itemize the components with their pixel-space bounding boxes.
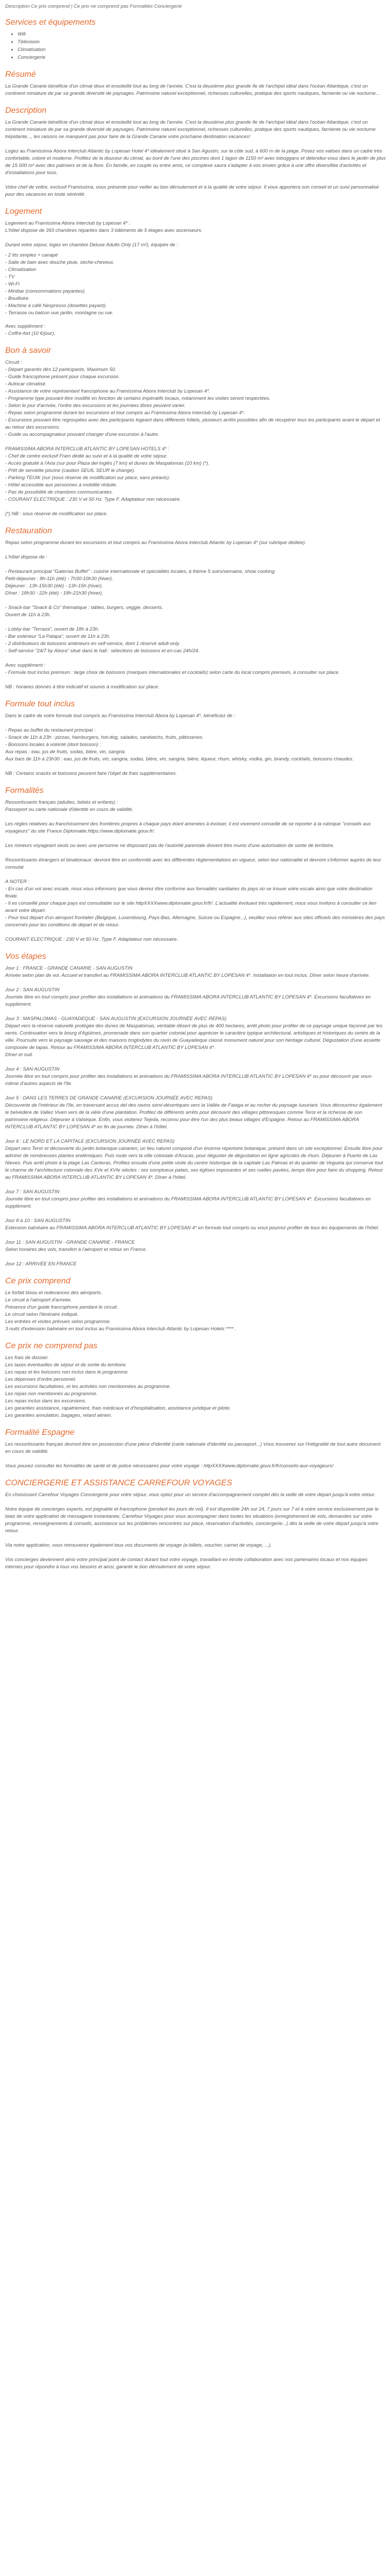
formalites-line: Les mineurs voyageant seuls ou avec une personne ne disposant pas de l'autorité parentale doivent être munis d'une autorisation de sortie de territoire. [5, 843, 334, 849]
toutinclus-line: Aux repas : eau, jus de fruits, sodas, bière, vin, sangria. [5, 749, 126, 755]
restauration-line [5, 597, 386, 604]
prix-comprend-line: Présence d'un guide francophone pendant le circuit. [5, 1304, 118, 1310]
bonavoir-line: - Parking TEUIK (sur (sous réserve de modification sur place, sans préavis). [5, 475, 170, 481]
equipment-item: - Terrasse ou balcon vue jardin, montagne ou rue. [5, 310, 113, 316]
nav-links: Description Ce prix comprend | Ce prix ne comprend pas Formalités Conciergerie [5, 4, 182, 9]
service-item: • Télévision [18, 39, 386, 46]
logement-extras: - Coffre-fort (10 €/jour). [5, 331, 56, 336]
bonavoir-line: - Accès gratuité à l'Aria (sur pour Plaza del Inglés (7 km) et dunes de Maspalomas (10 km) (*). [5, 461, 209, 466]
conciergerie-paragraph: Via notre application, vous retrouverez également tous vos documents de voyage (e-billets, voucher, carnet de voyage, ...). [5, 1543, 272, 1548]
logement-section [5, 207, 386, 337]
toutinclus-line: NB : Certains snacks et boissons peuvent faire l'objet de frais supplémentaires. [5, 771, 177, 776]
prix-ne-comprend-line: Les garanties annulation, bagages, retard aérien. [5, 1413, 112, 1418]
restauration-lines [5, 568, 386, 655]
prix-ne-comprend-line: Les taxes éventuelles de séjour et de sortie du territoire. [5, 1362, 127, 1368]
etape-day: Jour 5 : DANS LES TERRES DE GRANDE CANARIE (EXCURSION JOURNÉE AVEC REPAS) Découverte de l'intérieur de l'île, en traversant accus del des ravins semi-désertiques vers la Vallée de Fataga et au rocher du paysage luxuriant. Vous découvrirez également le belvédère de Vallez Viven vers de la vièle d'une plantation. Profitez de différents arrêts pour découvrir des villages pittoresques comme Teror et la richesse de son patrimoine religieux. Déjeuner à Valsèque. Enfin, vous visiterez Tejeda, reconnu pour être l'un des plus beaux villages d'Espagne. Retour au FRAMISSIMA ABORA INTERCLUB ATLANTIC BY LOPESAN 4* en fin de journée. Dîner à l'hôtel. [5, 1095, 382, 1130]
service-item: • Climatisation [18, 46, 386, 54]
toutinclus-line: - Boissons locales à volonté (dont boisson) : [5, 742, 101, 748]
restauration-line: - Bar extérieur "La Palapa", ouvert de 11h à 23h. [5, 634, 111, 639]
equipment-item: - Minibar (consommations payantes). [5, 289, 86, 294]
etape-day: Jour 3 : MASPALOMAS - GUAYADEQUE - SAN AUGUSTIN (EXCURSION JOURNÉE AVEC REPAS) Départ vers la réserve naturelle protégée des dunes de Maspalomas, véritable désert de plus de 400 hectares, arrêt photo pour profiter de ce paysage unique façonné par les vents. Continuation vers le bourg d'Agüimes, promenade dans son quartier colonial pour apprécier le caractère typique architectural, artistiques et historiques du centre de la ville. Poursuite vers le paysage sauvage et des maisons troglodytes du ravin de Guayadeque classé monument naturel pour son héritage culturel. Dégustation d'une assiette composée de tapas. Retour au FRAMISSIMA ABORA INTERCLUB ATLANTIC BY LOPESAN 4*. Dîner et nuit. [5, 1016, 383, 1058]
logement-intro: Logement au Framissima Abora Interclub by Lopesan 4* : L'hôtel dispose de 393 chambres réparties dans 3 bâtiments de 5 étages avec ascenseurs. [5, 221, 203, 233]
description-section [5, 106, 386, 198]
prix-comprend-lines [5, 1290, 386, 1333]
description-title: Description [5, 106, 47, 115]
prix-comprend-line: Les entrées et visites prévues selon programme. [5, 1319, 111, 1325]
toutinclus-line [5, 763, 386, 770]
formalite-espagne-line: Vous pouvez consulter les formalités de santé et de police nécessaires pour votre voyage : httpXXXXwww.diplomatie.gouv.fr/fr/conseils-aux-voyageurs/ [5, 1463, 334, 1469]
etape-day: Jour 7 : SAN AUGUSTIN Journée libre en tout compris pour profiter des installations et animations du FRAMISSIMA ABORA INTERCLUB ATLANTIC BY LOPESAN 4*. Excursions facultatives en supplément. [5, 1189, 371, 1209]
toutinclus-intro: Dans le cadre de votre formule tout compris au Framissima Interclub Abora by Lopesan 4*, bénéficiez de : [5, 713, 235, 719]
conciergerie-paragraph: En choisissant Carrefour Voyages Conciergerie pour votre séjour, vous optez pour un service d'accompagnement complet dès la veille de votre départ jusqu'à votre retour. [5, 1492, 376, 1498]
restauration-intro: Repas selon programme durant les excursions et tout compris au Framissima Abora Interclub Atlantic by Lopesan 4* (sur rubrique dédiée). [5, 540, 306, 546]
bonavoir-line: - Départ garantis dès 12 participants. Maximum 50. [5, 367, 117, 372]
restauration-note: NB : horaires donnés à titre indicatif et soumis à modification sur place. [5, 684, 159, 690]
equipment-item: - 2 lits simples + canapé [5, 252, 58, 258]
restauration-line: Dîner : 18h30 - 22h (été) - 18h-21h30 (hiver). [5, 590, 104, 596]
formalites-section [5, 786, 386, 943]
bonavoir-line [5, 438, 386, 446]
restauration-hotel: L'hôtel dispose de : [5, 554, 47, 560]
toutinclus-section [5, 699, 386, 777]
prix-comprend-line: Le circuit à l'aéroport d'arrivée. [5, 1297, 72, 1303]
etape-day: Jour 12 : ARRIVÉE EN FRANCE [5, 1261, 77, 1267]
formalites-line: - En cas d'un vol avec escale, nous vous informons que vous devrez être conforme aux formalités sanitaires du pays où se trouve votre escale ainsi que votre destination finale. [5, 886, 373, 899]
prix-ne-comprend-lines [5, 1354, 386, 1419]
prix-ne-comprend-section [5, 1341, 386, 1419]
formalites-line: Les règles relatives au franchissement des frontières propres à chaque pays étant amenées à évoluer, il est vivement conseillé de se reporter à la rubrique "conseils aux voyageurs" du site France Diplomatie.https://www.diplomatie.gouv.fr/. [5, 821, 371, 834]
restauration-line: Ouvert de 11h à 23h. [5, 612, 51, 618]
etapes-section [5, 952, 386, 1268]
bonavoir-line: - Assistance de votre représentant francophone au Framissima Abora Interclub by Lopesan 4*. [5, 388, 210, 394]
prix-comprend-title: Ce prix comprend [5, 1277, 71, 1285]
etapes-title: Vos étapes [5, 952, 46, 961]
services-section [5, 18, 386, 61]
service-item: • Wifi [18, 31, 386, 38]
restauration-title: Restauration [5, 527, 52, 535]
bonavoir-line: - Hôtel accessible aux personnes à mobilité réduite. [5, 482, 118, 488]
formalites-title: Formalités [5, 786, 44, 795]
bonavoir-line: - COURANT ELECTRIQUE : 230 V et 50 Hz. Type F. Adaptateur non nécessaire. [5, 497, 181, 502]
prix-ne-comprend-line: Les repas et les boissons non inclus dans le programme. [5, 1369, 129, 1375]
equipment-item: - TV [5, 274, 14, 280]
conciergerie-paragraph: Vos concierges deviennent ainsi votre principal point de contact durant tout votre voyage, travaillant en étroite collaboration avec nos partenaires locaux et nos équipes internes pour répondre à tous vos besoins et ainsi, garantir le bon déroulement de votre séjour. [5, 1557, 368, 1570]
prix-ne-comprend-line: Les frais de dossier. [5, 1355, 49, 1361]
bonavoir-line: - Repas selon programme durant les excursions et tout compris au Framissima Abora Interclub by Lopesan 4*. [5, 410, 245, 416]
resume-section [5, 70, 386, 97]
bonavoir-line: - Prêt de serviette piscine (caution SEUIL SEUR le change). [5, 468, 136, 473]
etape-day: Jour 2 : SAN AUGUSTIN Journée libre en tout compris pour profiter des installations et animations du FRAMISSIMA ABORA INTERCLUB ATLANTIC BY LOPESAN 4*. Excursions facultatives en supplément. [5, 987, 371, 1007]
bonavoir-line: - Chef de centre exclusif Fram dédié au suivi et à la qualité de votre séjour. [5, 453, 168, 459]
logement-equipment [5, 252, 386, 317]
formalites-line [5, 814, 386, 821]
bonavoir-line: - Selon le jour d'arrivée, l'ordre des excursions et les journées libres peuvent varier. [5, 403, 186, 409]
prix-ne-comprend-line: Les repas inclus dans les excursions. [5, 1398, 87, 1404]
formalites-line: Ressortissants étrangers et binationaux: devront être en conformité avec les différentes réglementations en vigueur, selon leur nationalité et devront s'informer auprès de leur consulat. [5, 857, 381, 870]
formalites-line [5, 871, 386, 878]
restauration-line: Petit-déjeuner : 8h-11h (été) - 7h30-10h30 (hiver). [5, 576, 113, 582]
bonavoir-line: FRAMISSIMA ABORA INTERCLUB ATLANTIC BY LOPESAN HOTELS 4* : [5, 446, 170, 452]
formalite-espagne-line [5, 1455, 386, 1463]
equipment-item: - Salle de bain avec douche pluie, sèche-cheveux. [5, 260, 115, 265]
formalites-line: A NOTER : [5, 879, 30, 885]
restauration-section [5, 526, 386, 691]
description-paragraph: Logez au Framissima Abora Interclub Atlantic by Lopesan Hotel 4* idéalement situé à San Agustín, sur la côte sud, à 600 m de la plage. Posez vos valises dans un cadre très confortable, coloré et moderne. Profitez de la douceur du climat, au bord de l'une des piscines dont 1 lagon de 1150 m² avec toboggans et détendez-vous dans le jardin de plus de 15 000 m² avec des palmiers et de la flore. En famille, en couple ou entre amis, ce complexe saura s'adapter à vos envies grâce à une offre diversifiée d'activités et d'installations pour tous. [5, 148, 386, 176]
etape-day: Jour 4 : SAN AUGUSTIN Journée libre en tout compris pour profiter des installations et animations du FRAMISSIMA ABORA INTERCLUB ATLANTIC BY LOPESAN 4* ou pour découvrir par vous-même d'autres aspects de l'île. [5, 1066, 373, 1087]
logement-type: Durant votre séjour, logez en chambre Deluxe Adults Only (17 m²), équipée de : [5, 242, 178, 248]
services-title: Services et équipements [5, 18, 96, 27]
bonavoir-line: - Autocar climatisé. [5, 381, 47, 387]
bonavoir-line: - Pas de possibilité de chambres communicantes. [5, 489, 113, 495]
bonavoir-line [5, 503, 386, 511]
services-list [5, 31, 386, 61]
prix-ne-comprend-line: Les dépenses d'ordre personnel. [5, 1377, 77, 1382]
toutinclus-title: Formule tout inclus [5, 700, 75, 708]
equipment-item: - Climatisation [5, 267, 37, 273]
restauration-line: Déjeuner : 13h-15h30 (été) - 13h-15h (hiver). [5, 583, 103, 589]
equipment-item: - Machine à café Nespresso (dosettes payant). [5, 303, 107, 309]
bonavoir-line: - Guide ou accompagnateur pouvant changer d'une excursion à l'autre. [5, 432, 159, 437]
formalite-espagne-title: Formalité Espagne [5, 1428, 75, 1437]
bonavoir-title: Bon à savoir [5, 346, 51, 355]
equipment-item: - Wi-Fi [5, 281, 20, 287]
formalites-lines [5, 799, 386, 943]
equipment-item: - Bouilloire. [5, 296, 30, 301]
restauration-line: - 2 distributeurs de boissons antérieurs en self-service, dont 1 réservé adult-only. [5, 641, 181, 647]
bonavoir-lines [5, 359, 386, 518]
etape-day: Jour 8 à 10 : SAN AUGUSTIN Extension balnéaire au FRAMISSIMA ABORA INTERCLUB ATLANTIC BY LOPESAN 4* en formule tout compris ou vous pourrez profiter de tous les équipements de l'hôtel. [5, 1218, 380, 1231]
conciergerie-paragraph: Notre équipe de concierges experts, est joignable et francophone (pendant les jours de vol). Il est disponible 24h sur 24, 7 jours sur 7 et à votre service exclusivement par le biais de votre application de messagerie instantanée, Carrefour Voyages pour vous accompagner dans toutes les situations (enregistrement de vols, demandes sur votre programme, renseignements & conseils, assistance sur les problèmes rencontrés sur place, réservation d'activités, conciergerie...) dès la veille de votre départ jusqu'à votre retour. [5, 1506, 379, 1534]
prix-ne-comprend-line: Les excursions facultatives, et les activités non mentionnées au programme. [5, 1384, 171, 1389]
bonavoir-section [5, 346, 386, 518]
prix-comprend-line: Le circuit selon l'itinéraire indiqué. [5, 1312, 79, 1317]
conciergerie-title: CONCIERGERIE ET ASSISTANCE CARREFOUR VOYAGES [5, 1479, 233, 1487]
etape-day: Jour 11 : SAN AUGUSTIN - GRANDE CANARIE - FRANCE Selon horaires des vols, transfert à l'aéroport et retour en France. [5, 1240, 147, 1252]
prix-ne-comprend-title: Ce prix ne comprend pas [5, 1342, 97, 1350]
prix-ne-comprend-line: Les repas non mentionnés au programme. [5, 1391, 98, 1397]
toutinclus-line: - Repas au buffet du restaurant principal : [5, 727, 95, 733]
bonavoir-line: - Guide francophone présent pour chaque excursion. [5, 374, 120, 380]
prix-ne-comprend-line: Les garanties assistance, rapatriement, frais médicaux et d'hospitalisation, assistance juridique et pilote. [5, 1405, 231, 1411]
formalite-espagne-section [5, 1428, 386, 1470]
prix-comprend-section [5, 1276, 386, 1333]
service-item: • Conciergerie [18, 54, 386, 61]
formalites-line: - Il es conseillé pour chaque pays est consultable sur le site httpXXXXwww.diplomatie.gouv.fr/fr/. L'actualité évoluant très rapidement, nous vous invitons à consulter ce lien avant votre départ. [5, 901, 377, 913]
toutinclus-line: Aux bars de 11h à 23h30 : eau, jus de fruits, vin, sangria, sodas, bière, vin, sangria, bière, liqueur, rhum, whisky, vodka, gin, brandy, cocktails, boissons chaudes. [5, 756, 354, 762]
description-paragraph: Votre chef de voltre, exclusif Framissima, vous présente pour veiller au bon déroulement et à la qualité de votre séjour. Il vous apportera son conseil et un suivi personnalisé pour des vacances en toute sérénité. [5, 184, 379, 197]
bonavoir-line: (*) NB : sous réserve de modification sur place. [5, 511, 108, 517]
formalites-line [5, 835, 386, 842]
conciergerie-section [5, 1478, 386, 1571]
formalites-line: Ressortissants français (adultes, bébés et enfants) : [5, 800, 118, 805]
formalite-espagne-line: Les ressortissants français devront être en possession d'une pièce d'identité (carte nationale d'identité ou passeport...) Vous trouverez sur l'intégralité de tout autre document en cours de validité. [5, 1442, 381, 1454]
prix-comprend-line: 3 nuits d'extension balnéaire en tout inclus au Framissima Abora Interclub Atlantic by Lopesan Hotels **** . [5, 1326, 236, 1332]
formalite-espagne-lines [5, 1441, 386, 1470]
toutinclus-lines [5, 727, 386, 777]
formalites-line [5, 929, 386, 936]
resume-title: Résumé [5, 70, 36, 79]
formalites-line: COURANT ELECTRIQUE : 230 V et 50 Hz. Type F. Adaptateur non nécessaire. [5, 937, 178, 942]
restauration-line: - Self-service "24/7 by Abora" situé dans le hall : sélections de boissons et en-cas 24h/24. [5, 648, 200, 654]
restauration-line: - Restaurant principal "Gaterías Buffet" : cuisine internationale et spécialités locales, à thème 5 soirs/semaine, show cooking. [5, 569, 276, 574]
restauration-line [5, 619, 386, 626]
resume-text: La Grande Canarie bénéficie d'un climat doux et ensoleillé tout au long de l'année. C'est la deuxième plus grande île de l'archipel idéal dans l'océan Atlantique, c'est un continent miniature de par sa grande diversité de paysages. Patrimoine naturel exceptionnel, richesses culturelles, pratique des sports nautiques, farniente ou vie nocturne... [5, 83, 380, 96]
formalites-line: Passeport ou carte nationale d'identité en cours de validité. [5, 807, 134, 812]
etape-day: Jour 6 : LE NORD ET LA CAPITALE (EXCURSION JOURNÉE AVEC REPAS) Départ vers Teror et découverte du jardin botanique canarien, un lieu naturel composé d'un énorme répertoire botanique, présent dans un site exceptionnel. Ensuite libre pour admirer de nombreuses plantes endémiques. Puis route vers la ville coloniale d'Arucas, pour déguster de dégustation en ligne agricoles de rhum. Déjeuner à Puerto de Las Nieves. Puis arrêt photo à la plage Las Canteras. Profitez ensuite d'une petite visite du centre historique de la capitale Las Palmas et du quartier de Vegueta qui conserve tout le charme de l'architecture coloniale des XVe et XVIe siècles : ses somptueux palais, ses églises imposantes et ses ruelles pavées, temps libre pour faire du shopping. Retour au FRAMISSIMA ABORA INTERCLUB ATLANTIC BY LOPESAN 4*. Dîner à l'hôtel. [5, 1139, 383, 1180]
bonavoir-line: - Programme type pouvant être modifié en fonction de certains impératifs locaux, notamment les visites seront respectées. [5, 396, 271, 401]
description-paragraph: La Grande Canarie bénéficie d'un climat doux et ensoleillé tout au long de l'année. C'est la deuxième plus grande île de l'archipel idéal dans l'océan Atlantique, c'est un continent miniature de par sa grande diversité de paysages. Patrimoine naturel exceptionnel, richesses culturelles, pratique des sports nautiques, farniente ou vie nocturne trépidante..., les raisons ne manquent pas pour faire de la Grande Canarie votre prochaine destination vacances! [5, 120, 376, 140]
toutinclus-line: - Snack de 11h à 23h : pizzas, hamburgers, hot-dog, salades, sandwichs, fruits, pâtisseries. [5, 735, 204, 740]
logement-title: Logement [5, 207, 42, 216]
restauration-formule: - Formule tout inclus premium : large choix de boissons (marques internationales et cocktails) selon carte du local compris premium, à consulter sur place. [5, 670, 340, 675]
restauration-line: - Lobby-bar "Terraza", ouvert de 18h à 23h. [5, 626, 100, 632]
etape-day: Jour 1 : FRANCE - GRANDE CANARIE - SAN AUGUSTIN Arrivée selon plan de vol. Accueil et transfert au FRAMISSIMA ABORA INTERCLUB ATLANTIC BY LOPESAN 4*. Installation en tout inclus. Dîner selon heure d'arrivée. [5, 965, 370, 978]
bonavoir-line: - Excursions pouvant être regroupées avec des participants logeant dans différents hôtels, plusieurs arrêts possibles afin de récupérer tous les participants avant le départ et au retour des excursions. [5, 417, 380, 430]
bonavoir-line: Circuit : [5, 360, 22, 365]
logement-extras-title: Avec supplément : [5, 324, 45, 329]
formalites-line: - Pour tout départ d'un aéroport frontalier (Belgique, Luxembourg, Pays-Bas, Allemagne, Suisse ou Espagne...), veuillez vous référer aux sites officiels des ministères des pays concernés pour les conditions de départ et de retour. [5, 915, 385, 928]
formalites-line [5, 850, 386, 857]
restauration-line: - Snack-bar "Snack & Co" thématique : tables, burgers, veggie, desserts. [5, 605, 164, 611]
prix-comprend-line: Le forfait bisou et redevances des aéroports. [5, 1290, 103, 1296]
restauration-extra-title: Avec supplément : [5, 663, 45, 668]
